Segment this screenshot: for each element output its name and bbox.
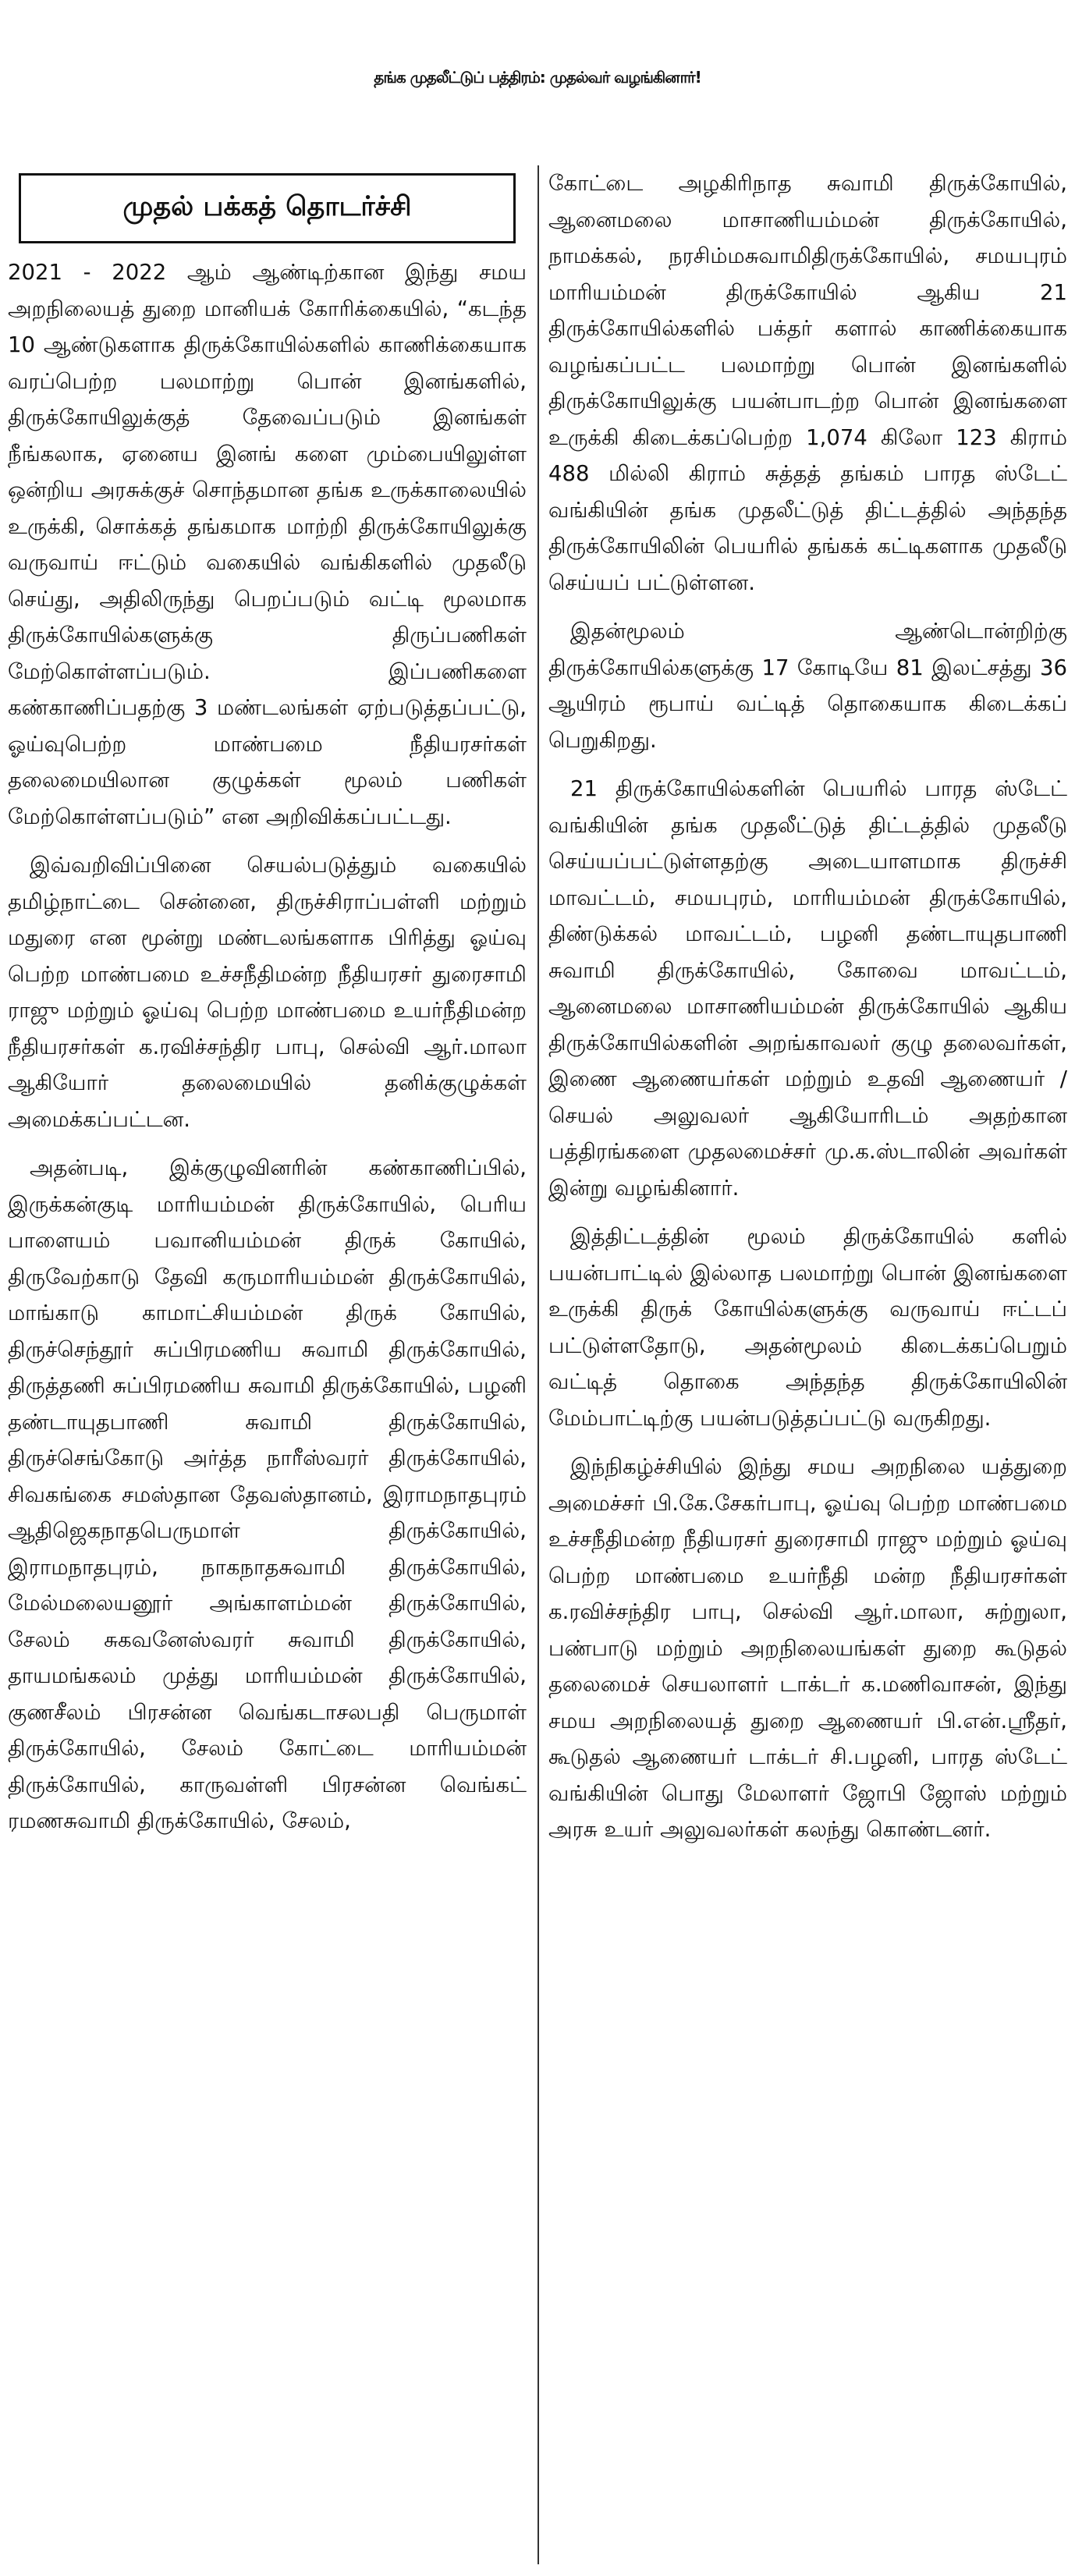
article-body [8, 165, 1067, 2568]
right-column [548, 165, 1067, 2568]
paragraph-right-1: கோட்டை அழகிரிநாத சுவாமி திருக்கோயில், ஆனைமலை மாசாணியம்மன் திருக்கோயில், நாமக்கல், நரசிம்மசுவாமிதிருக்கோயில், சமயபுரம் மாரியம்மன் திருக்கோயில் ஆகிய 21 திருக்கோயில்களில் பக்தர் களால் காணிக்கையாக வழங்கப்பட்ட பலமாற்று பொன் இனங்களில் திருக்கோயிலுக்கு பயன்பாடற்ற பொன் இனங்களை உருக்கி கிடைக்கப்பெற்ற 1,074 கிலோ 123 கிராம் 488 மில்லி கிராம் சுத்தத் தங்கம் பாரத ஸ்டேட் வங்கியின் தங்க முதலீட்டுத் திட்டத்தில் அந்தந்த திருக்கோயிலின் பெயரில் தங்கக் கட்டிகளாக முதலீடு செய்யப் பட்டுள்ளன. [548, 171, 1067, 595]
column-divider [538, 165, 539, 2564]
paragraph-left-2: இவ்வறிவிப்பினை செயல்படுத்தும் வகையில் தமிழ்நாட்டை சென்னை, திருச்சிராப்பள்ளி மற்றும் மதுரை என மூன்று மண்டலங்களாக பிரித்து ஓய்வு பெற்ற மாண்பமை உச்சநீதிமன்ற நீதியரசர் துரைசாமி ராஜு மற்றும் ஓய்வு பெற்ற மாண்பமை உயர்நீதிமன்ற நீதியரசர்கள் க.ரவிச்சந்திர பாபு, செல்வி ஆர்.மாலா ஆகியோர் தலைமையில் தனிக்குழுக்கள் அமைக்கப்பட்டன. [8, 853, 527, 1132]
paragraph-left-3: அதன்படி, இக்குழுவினரின் கண்காணிப்பில், இருக்கன்குடி மாரியம்மன் திருக்கோயில், பெரிய பாளையம் பவானியம்மன் திருக் கோயில், திருவேற்காடு தேவி கருமாரியம்மன் திருக்கோயில், மாங்காடு காமாட்சியம்மன் திருக் கோயில், திருச்செந்தூர் சுப்பிரமணிய சுவாமி திருக்கோயில், திருத்தணி சுப்பிரமணிய சுவாமி திருக்கோயில், பழனி தண்டாயுதபாணி சுவாமி திருக்கோயில், திருச்செங்கோடு அர்த்த நாரீஸ்வரர் திருக்கோயில், சிவகங்கை சமஸ்தான தேவஸ்தானம், இராமநாதபுரம் ஆதிஜெகநாதபெருமாள் திருக்கோயில், இராமநாதபுரம், நாகநாதசுவாமி திருக்கோயில், மேல்மலையனூர் அங்காளம்மன் திருக்கோயில், சேலம் சுகவனேஸ்வரர் சுவாமி திருக்கோயில், தாயமங்கலம் முத்து மாரியம்மன் திருக்கோயில், குணசீலம் பிரசன்ன வெங்கடாசலபதி பெருமாள் திருக்கோயில், சேலம் கோட்டை மாரியம்மன் திருக்கோயில், காருவள்ளி பிரசன்ன வெங்கட் ரமணசுவாமி திருக்கோயில், சேலம், [8, 1155, 527, 1833]
left-column [8, 165, 527, 2568]
paragraph-right-4: இத்திட்டத்தின் மூலம் திருக்கோயில் களில் பயன்பாட்டில் இல்லாத பலமாற்று பொன் இனங்களை உருக்கி திருக் கோயில்களுக்கு வருவாய் ஈட்டப் பட்டுள்ளதோடு, அதன்மூலம் கிடைக்கப்பெறும் வட்டித் தொகை அந்தந்த திருக்கோயிலின் மேம்பாட்டிற்கு பயன்படுத்தப்பட்டு வருகிறது. [548, 1224, 1067, 1431]
paragraph-left-1: 2021 - 2022 ஆம் ஆண்டிற்கான இந்து சமய அறநிலையத் துறை மானியக் கோரிக்கையில், “கடந்த 10 ஆண்டுகளாக திருக்கோயில்களில் காணிக்கையாக வரப்பெற்ற பலமாற்று பொன் இனங்களில், திருக்கோயிலுக்குத் தேவைப்படும் இனங்கள் நீங்கலாக, ஏனைய இனங் களை மும்பையிலுள்ள ஒன்றிய அரசுக்குச் சொந்தமான தங்க உருக்காலையில் உருக்கி, சொக்கத் தங்கமாக மாற்றி திருக்கோயிலுக்கு வருவாய் ஈட்டும் வகையில் வங்கிகளில் முதலீடு செய்து, அதிலிருந்து பெறப்படும் வட்டி மூலமாக திருக்கோயில்களுக்கு திருப்பணிகள் மேற்கொள்ளப்படும். இப்பணிகளை கண்காணிப்பதற்கு 3 மண்டலங்கள் ஏற்படுத்தப்பட்டு, ஓய்வுபெற்ற மாண்பமை நீதியரசர்கள் தலைமையிலான குழுக்கள் மூலம் பணிகள் மேற்கொள்ளப்படும்” என அறிவிக்கப்பட்டது. [8, 260, 527, 829]
paragraph-right-5: இந்நிகழ்ச்சியில் இந்து சமய அறநிலை யத்துறை அமைச்சர் பி.கே.சேகர்பாபு, ஓய்வு பெற்ற மாண்பமை உச்சநீதிமன்ற நீதியரசர் துரைசாமி ராஜு மற்றும் ஓய்வு பெற்ற மாண்பமை உயர்நீதி மன்ற நீதியரசர்கள் க.ரவிச்சந்திர பாபு, செல்வி ஆர்.மாலா, சுற்றுலா, பண்பாடு மற்றும் அறநிலையங்கள் துறை கூடுதல் தலைமைச் செயலாளர் டாக்டர் க.மணிவாசன், இந்து சமய அறநிலையத் துறை ஆணையர் பி.என்.ஸ்ரீதர், கூடுதல் ஆணையர் டாக்டர் சி.பழனி, பாரத ஸ்டேட் வங்கியின் பொது மேலாளர் ஜோபி ஜோஸ் மற்றும் அரசு உயர் அலுவலர்கள் கலந்து கொண்டனர். [548, 1454, 1067, 1842]
paragraph-right-2: இதன்மூலம் ஆண்டொன்றிற்கு திருக்கோயில்களுக்கு 17 கோடியே 81 இலட்சத்து 36 ஆயிரம் ரூபாய் வட்டித் தொகையாக கிடைக்கப் பெறுகிறது. [548, 619, 1067, 753]
headline: தங்க முதலீட்டுப் பத்திரம்: முதல்வர் வழங்கினார்! [374, 67, 701, 87]
paragraph-right-3: 21 திருக்கோயில்களின் பெயரில் பாரத ஸ்டேட் வங்கியின் தங்க முதலீட்டுத் திட்டத்தில் முதலீடு செய்யப்பட்டுள்ளதற்கு அடையாளமாக திருச்சி மாவட்டம், சமயபுரம், மாரியம்மன் திருக்கோயில், திண்டுக்கல் மாவட்டம், பழனி தண்டாயுதபாணி சுவாமி திருக்கோயில், கோவை மாவட்டம், ஆனைமலை மாசாணியம்மன் திருக்கோயில் ஆகிய திருக்கோயில்களின் அறங்காவலர் குழு தலைவர்கள், இணை ஆணையர்கள் மற்றும் உதவி ஆணையர் / செயல் அலுவலர் ஆகியோரிடம் அதற்கான பத்திரங்களை முதலமைச்சர் மு.க.ஸ்டாலின் அவர்கள் இன்று வழங்கினார். [548, 776, 1067, 1201]
continuation-label: முதல் பக்கத் தொடர்ச்சி [19, 173, 516, 243]
